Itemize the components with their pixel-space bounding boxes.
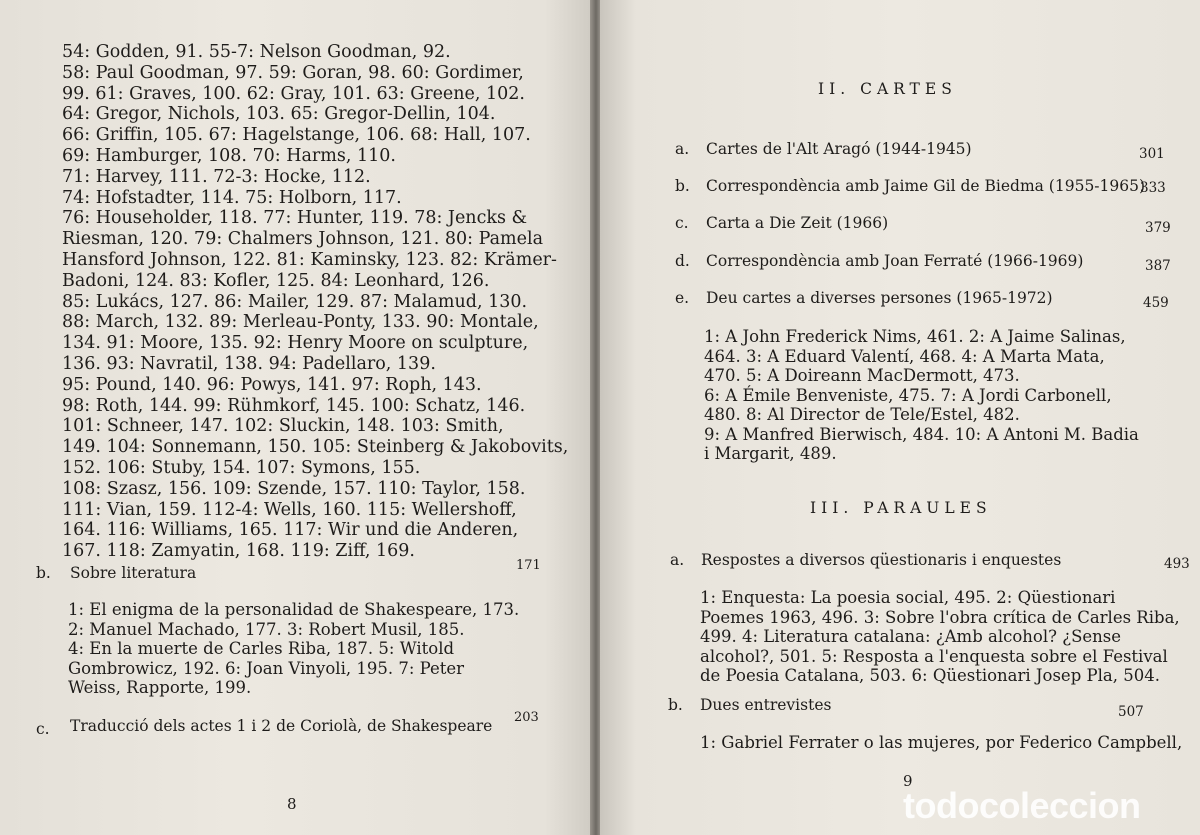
entry-title: Traducció dels actes 1 i 2 de Coriolà, de Shakespeare [70,717,493,735]
entry-letter: a. [670,551,685,569]
sub-line: 480. 8: Al Director de Tele/Estel, 482. [704,405,1020,424]
sub-line: de Poesia Catalana, 503. 6: Qüestionari Josep Pla, 504. [700,666,1160,685]
index-line: Riesman, 120. 79: Chalmers Johnson, 121. 80: Pamela [62,229,544,250]
sub-line: 4: En la muerte de Carles Riba, 187. 5: Witold [68,639,455,658]
sub-line: Poemes 1963, 496. 3: Sobre l'obra crítica de Carles Riba, [700,607,1180,627]
index-line: 66: Griffin, 105. 67: Hagelstange, 106. 68: Hall, 107. [62,125,531,146]
entry-title: Deu cartes a diverses persones (1965-1972) [706,289,1053,307]
entry-page: 379 [1145,220,1171,236]
section-title-paraules: III. PARAULES [810,499,992,517]
index-line: 88: March, 132. 89: Merleau-Ponty, 133. 90: Montale, [62,312,539,333]
sub-line: alcohol?, 501. 5: Resposta a l'enquesta sobre el Festival [700,646,1168,666]
entry-letter: b. [36,564,51,582]
index-line: 74: Hofstadter, 114. 75: Holborn, 117. [62,187,402,208]
entry-page: 203 [514,710,539,725]
entry-title: Respostes a diversos qüestionaris i enquestes [701,551,1062,569]
index-line: 167. 118: Zamyatin, 168. 119: Ziff, 169. [62,541,415,562]
entry-3a-sublist [700,588,1180,686]
entry-page: 459 [1143,295,1169,311]
index-line: 69: Hamburger, 108. 70: Harms, 110. [62,145,396,166]
entry-letter: c. [36,720,50,738]
entry-letter: b. [675,177,690,195]
index-line: 111: Vian, 159. 112-4: Wells, 160. 115: Wellershoff, [62,499,517,520]
index-line: 134. 91: Moore, 135. 92: Henry Moore on sculpture, [62,333,529,354]
entry-letter: b. [668,696,683,714]
page-number: 9 [903,772,913,790]
sub-line: 2: Manuel Machado, 177. 3: Robert Musil, 185. [68,619,465,639]
entry-3b-sublist [700,733,1183,753]
entry-b-sublist [68,600,538,698]
section-title-cartes: II. CARTES [818,80,957,98]
right-page [600,0,1200,835]
left-page [0,0,592,835]
entry-title: Sobre literatura [70,564,197,582]
index-line: Badoni, 124. 83: Kofler, 125. 84: Leonhard, 126. [62,270,490,291]
entry-letter: e. [675,289,690,307]
index-line: 149. 104: Sonnemann, 150. 105: Steinberg & Jakobovits, [62,437,569,458]
index-line: Hansford Johnson, 122. 81: Kaminsky, 123. 82: Krämer- [62,249,557,270]
index-line: 76: Householder, 118. 77: Hunter, 119. 78: Jencks & [62,208,528,229]
entry-title: Carta a Die Zeit (1966) [706,214,889,232]
entry-page: 333 [1140,180,1166,196]
index-line: 85: Lukács, 127. 86: Mailer, 129. 87: Malamud, 130. [62,291,528,312]
entry-page: 171 [516,558,541,573]
sub-line: 9: A Manfred Bierwisch, 484. 10: A Antoni M. Badia [704,424,1139,444]
entry-letter: c. [675,214,689,232]
sub-line: 464. 3: A Eduard Valentí, 468. 4: A Marta Mata, [704,346,1105,366]
site-watermark: todocoleccion [903,785,1141,826]
sub-line: 6: A Émile Benveniste, 475. 7: A Jordi Carbonell, [704,385,1112,405]
entry-title: Correspondència amb Joan Ferraté (1966-1969) [706,252,1084,270]
index-line: 98: Roth, 144. 99: Rühmkorf, 145. 100: Schatz, 146. [62,395,526,416]
entry-page: 493 [1164,556,1190,572]
index-line: 108: Szasz, 156. 109: Szende, 157. 110: Taylor, 158. [62,478,526,499]
sub-line: 1: A John Frederick Nims, 461. 2: A Jaime Salinas, [704,327,1126,346]
index-line: 64: Gregor, Nichols, 103. 65: Gregor-Dellin, 104. [62,104,496,125]
sub-line: i Margarit, 489. [704,444,837,463]
index-line: 136. 93: Navratil, 138. 94: Padellaro, 139. [62,353,436,374]
sub-line: 1: Gabriel Ferrater o las mujeres, por Federico Campbell, [700,733,1183,752]
entry-title: Correspondència amb Jaime Gil de Biedma (1955-1965) [706,177,1146,195]
page-number: 8 [287,795,297,813]
index-line: 71: Harvey, 111. 72-3: Hocke, 112. [62,166,371,187]
index-line: 54: Godden, 91. 55-7: Nelson Goodman, 92. [62,42,451,62]
index-list [62,42,569,562]
entry-e-sublist [704,327,1144,464]
sub-line: 499. 4: Literatura catalana: ¿Amb alcohol? ¿Sense [700,627,1121,646]
sub-line: 1: Enquesta: La poesia social, 495. 2: Qüestionari [700,588,1116,607]
sub-line: 470. 5: A Doireann MacDermott, 473. [704,366,1020,385]
index-line: 58: Paul Goodman, 97. 59: Goran, 98. 60: Gordimer, [62,62,524,83]
index-line: 99. 61: Graves, 100. 62: Gray, 101. 63: Greene, 102. [62,83,525,104]
index-line: 95: Pound, 140. 96: Powys, 141. 97: Roph, 143. [62,374,482,395]
index-line: 101: Schneer, 147. 102: Sluckin, 148. 103: Smith, [62,416,504,437]
entry-page: 387 [1145,258,1171,274]
entry-letter: d. [675,252,690,270]
sub-line: Weiss, Rapporte, 199. [68,678,252,697]
entry-title: Dues entrevistes [700,696,832,714]
sub-line: 1: El enigma de la personalidad de Shakespeare, 173. [68,600,520,619]
entry-page: 507 [1118,704,1144,720]
index-line: 164. 116: Williams, 165. 117: Wir und die Anderen, [62,520,519,541]
entry-letter: a. [675,140,690,158]
entry-page: 301 [1139,146,1165,162]
sub-line: Gombrowicz, 192. 6: Joan Vinyoli, 195. 7: Peter [68,658,465,678]
index-line: 152. 106: Stuby, 154. 107: Symons, 155. [62,457,421,478]
entry-title: Cartes de l'Alt Aragó (1944-1945) [706,140,972,158]
